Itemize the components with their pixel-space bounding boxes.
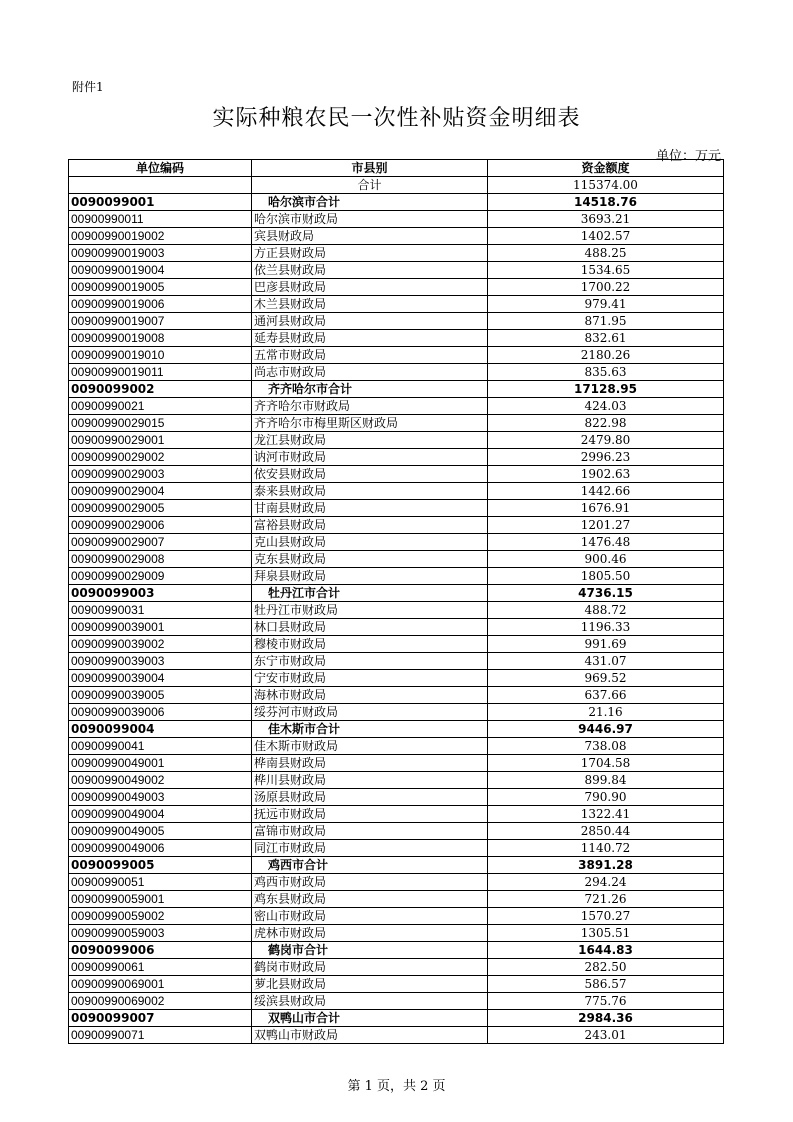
amount-cell: 721.26 — [488, 891, 724, 908]
region-cell: 甘南县财政局 — [252, 500, 488, 517]
code-cell: 0090099002 — [69, 381, 252, 398]
amount-cell: 1196.33 — [488, 619, 724, 636]
table-row — [69, 1027, 724, 1044]
code-cell: 00900990069002 — [69, 993, 252, 1010]
code-cell: 00900990019003 — [69, 245, 252, 262]
amount-cell: 488.72 — [488, 602, 724, 619]
table-row — [69, 568, 724, 585]
region-cell: 绥芬河市财政局 — [252, 704, 488, 721]
amount-cell: 1140.72 — [488, 840, 724, 857]
table-row — [69, 398, 724, 415]
region-cell: 穆棱市财政局 — [252, 636, 488, 653]
table-row — [69, 976, 724, 993]
region-cell: 同江市财政局 — [252, 840, 488, 857]
amount-cell: 1704.58 — [488, 755, 724, 772]
amount-cell: 1476.48 — [488, 534, 724, 551]
code-cell: 00900990019011 — [69, 364, 252, 381]
table-row — [69, 466, 724, 483]
region-cell: 哈尔滨市合计 — [252, 194, 488, 211]
region-cell: 密山市财政局 — [252, 908, 488, 925]
amount-cell: 294.24 — [488, 874, 724, 891]
subtotal-row — [69, 381, 724, 398]
region-cell: 讷河市财政局 — [252, 449, 488, 466]
amount-cell: 21.16 — [488, 704, 724, 721]
code-cell: 00900990049006 — [69, 840, 252, 857]
code-cell: 00900990049002 — [69, 772, 252, 789]
region-cell: 通河县财政局 — [252, 313, 488, 330]
code-cell: 00900990019008 — [69, 330, 252, 347]
region-cell: 海林市财政局 — [252, 687, 488, 704]
table-row — [69, 432, 724, 449]
table-row — [69, 619, 724, 636]
table-row — [69, 840, 724, 857]
code-cell — [69, 177, 252, 194]
code-cell: 00900990049001 — [69, 755, 252, 772]
unit-label: 单位：万元 — [655, 149, 721, 164]
amount-cell: 1902.63 — [488, 466, 724, 483]
code-cell: 00900990029002 — [69, 449, 252, 466]
region-cell: 富裕县财政局 — [252, 517, 488, 534]
table-row — [69, 823, 724, 840]
region-cell: 汤原县财政局 — [252, 789, 488, 806]
code-cell: 0090099006 — [69, 942, 252, 959]
amount-cell: 2850.44 — [488, 823, 724, 840]
code-cell: 00900990041 — [69, 738, 252, 755]
amount-cell: 991.69 — [488, 636, 724, 653]
code-cell: 00900990011 — [69, 211, 252, 228]
region-cell: 鸡西市财政局 — [252, 874, 488, 891]
code-cell: 0090099004 — [69, 721, 252, 738]
code-cell: 00900990059002 — [69, 908, 252, 925]
amount-cell: 969.52 — [488, 670, 724, 687]
code-cell: 00900990029008 — [69, 551, 252, 568]
amount-cell: 822.98 — [488, 415, 724, 432]
amount-cell: 2180.26 — [488, 347, 724, 364]
code-cell: 00900990019002 — [69, 228, 252, 245]
amount-cell: 1805.50 — [488, 568, 724, 585]
amount-cell: 4736.15 — [488, 585, 724, 602]
table-row — [69, 330, 724, 347]
code-cell: 00900990069001 — [69, 976, 252, 993]
code-cell: 00900990061 — [69, 959, 252, 976]
attachment-label: 附件1 — [72, 80, 104, 94]
subsidy-table — [68, 159, 724, 1044]
table-row — [69, 449, 724, 466]
region-cell: 齐齐哈尔市财政局 — [252, 398, 488, 415]
amount-cell: 1644.83 — [488, 942, 724, 959]
code-cell: 00900990039006 — [69, 704, 252, 721]
amount-cell: 871.95 — [488, 313, 724, 330]
region-cell: 鹤岗市财政局 — [252, 959, 488, 976]
table-row — [69, 262, 724, 279]
table-row — [69, 738, 724, 755]
code-cell: 0090099007 — [69, 1010, 252, 1027]
table-row — [69, 636, 724, 653]
table-row — [69, 415, 724, 432]
region-cell: 克东县财政局 — [252, 551, 488, 568]
table-row — [69, 364, 724, 381]
total-row — [69, 177, 724, 194]
amount-cell: 9446.97 — [488, 721, 724, 738]
amount-cell: 1322.41 — [488, 806, 724, 823]
amount-cell: 282.50 — [488, 959, 724, 976]
table-row — [69, 313, 724, 330]
code-cell: 0090099003 — [69, 585, 252, 602]
code-cell: 0090099005 — [69, 857, 252, 874]
region-cell: 齐齐哈尔市合计 — [252, 381, 488, 398]
region-cell: 牡丹江市合计 — [252, 585, 488, 602]
amount-cell: 1201.27 — [488, 517, 724, 534]
region-cell: 佳木斯市合计 — [252, 721, 488, 738]
code-cell: 00900990021 — [69, 398, 252, 415]
table-row — [69, 296, 724, 313]
region-cell: 克山县财政局 — [252, 534, 488, 551]
table-row — [69, 483, 724, 500]
table-row — [69, 772, 724, 789]
table-row — [69, 347, 724, 364]
amount-cell: 243.01 — [488, 1027, 724, 1044]
table-row — [69, 653, 724, 670]
amount-cell: 2984.36 — [488, 1010, 724, 1027]
amount-cell: 424.03 — [488, 398, 724, 415]
code-cell: 00900990019007 — [69, 313, 252, 330]
code-cell: 00900990029001 — [69, 432, 252, 449]
region-cell: 鸡东县财政局 — [252, 891, 488, 908]
region-cell: 绥滨县财政局 — [252, 993, 488, 1010]
table-row — [69, 993, 724, 1010]
region-cell: 尚志市财政局 — [252, 364, 488, 381]
region-cell: 抚远市财政局 — [252, 806, 488, 823]
region-cell: 木兰县财政局 — [252, 296, 488, 313]
region-cell: 巴彦县财政局 — [252, 279, 488, 296]
region-cell: 宾县财政局 — [252, 228, 488, 245]
code-cell: 00900990049003 — [69, 789, 252, 806]
region-cell: 泰来县财政局 — [252, 483, 488, 500]
table-row — [69, 687, 724, 704]
amount-cell: 14518.76 — [488, 194, 724, 211]
amount-cell: 1676.91 — [488, 500, 724, 517]
region-cell: 牡丹江市财政局 — [252, 602, 488, 619]
amount-cell: 1700.22 — [488, 279, 724, 296]
table-row — [69, 517, 724, 534]
amount-cell: 775.76 — [488, 993, 724, 1010]
page-title: 实际种粮农民一次性补贴资金明细表 — [212, 106, 581, 131]
code-cell: 00900990051 — [69, 874, 252, 891]
table-row — [69, 891, 724, 908]
region-cell: 鸡西市合计 — [252, 857, 488, 874]
table-row — [69, 228, 724, 245]
code-cell: 00900990029003 — [69, 466, 252, 483]
region-cell: 齐齐哈尔市梅里斯区财政局 — [252, 415, 488, 432]
table-row — [69, 534, 724, 551]
table-row — [69, 279, 724, 296]
region-cell: 桦南县财政局 — [252, 755, 488, 772]
table-row — [69, 602, 724, 619]
region-cell: 拜泉县财政局 — [252, 568, 488, 585]
region-cell: 萝北县财政局 — [252, 976, 488, 993]
amount-cell: 832.61 — [488, 330, 724, 347]
header-code: 单位编码 — [69, 160, 252, 177]
header-amount: 资金额度 — [488, 160, 724, 177]
region-cell: 依安县财政局 — [252, 466, 488, 483]
code-cell: 00900990071 — [69, 1027, 252, 1044]
code-cell: 00900990031 — [69, 602, 252, 619]
code-cell: 00900990039001 — [69, 619, 252, 636]
table-row — [69, 806, 724, 823]
table-row — [69, 670, 724, 687]
amount-cell: 1534.65 — [488, 262, 724, 279]
amount-cell: 17128.95 — [488, 381, 724, 398]
amount-cell: 790.90 — [488, 789, 724, 806]
amount-cell: 1442.66 — [488, 483, 724, 500]
subtotal-row — [69, 585, 724, 602]
region-cell: 哈尔滨市财政局 — [252, 211, 488, 228]
amount-cell: 115374.00 — [488, 177, 724, 194]
region-cell: 五常市财政局 — [252, 347, 488, 364]
subtotal-row — [69, 721, 724, 738]
amount-cell: 835.63 — [488, 364, 724, 381]
table-row — [69, 789, 724, 806]
table-row — [69, 908, 724, 925]
region-cell: 双鸭山市合计 — [252, 1010, 488, 1027]
region-cell: 龙江县财政局 — [252, 432, 488, 449]
amount-cell: 586.57 — [488, 976, 724, 993]
region-cell: 佳木斯市财政局 — [252, 738, 488, 755]
code-cell: 00900990039004 — [69, 670, 252, 687]
region-cell: 鹤岗市合计 — [252, 942, 488, 959]
region-cell: 合计 — [252, 177, 488, 194]
amount-cell: 1305.51 — [488, 925, 724, 942]
code-cell: 00900990029004 — [69, 483, 252, 500]
amount-cell: 488.25 — [488, 245, 724, 262]
table-header-row — [69, 160, 724, 177]
amount-cell: 899.84 — [488, 772, 724, 789]
table-row — [69, 551, 724, 568]
code-cell: 00900990039003 — [69, 653, 252, 670]
region-cell: 依兰县财政局 — [252, 262, 488, 279]
code-cell: 00900990019005 — [69, 279, 252, 296]
amount-cell: 738.08 — [488, 738, 724, 755]
amount-cell: 900.46 — [488, 551, 724, 568]
code-cell: 00900990049005 — [69, 823, 252, 840]
header-region: 市县别 — [252, 160, 488, 177]
table-row — [69, 874, 724, 891]
amount-cell: 2996.23 — [488, 449, 724, 466]
page-footer: 第 1 页，共 2 页 — [347, 1079, 446, 1094]
code-cell: 00900990029006 — [69, 517, 252, 534]
code-cell: 00900990039005 — [69, 687, 252, 704]
subtotal-row — [69, 942, 724, 959]
amount-cell: 3891.28 — [488, 857, 724, 874]
code-cell: 00900990029005 — [69, 500, 252, 517]
code-cell: 00900990029009 — [69, 568, 252, 585]
region-cell: 宁安市财政局 — [252, 670, 488, 687]
amount-cell: 3693.21 — [488, 211, 724, 228]
subtotal-row — [69, 1010, 724, 1027]
region-cell: 方正县财政局 — [252, 245, 488, 262]
amount-cell: 979.41 — [488, 296, 724, 313]
region-cell: 延寿县财政局 — [252, 330, 488, 347]
table-row — [69, 959, 724, 976]
table-row — [69, 704, 724, 721]
region-cell: 林口县财政局 — [252, 619, 488, 636]
region-cell: 东宁市财政局 — [252, 653, 488, 670]
region-cell: 双鸭山市财政局 — [252, 1027, 488, 1044]
code-cell: 00900990059001 — [69, 891, 252, 908]
table-row — [69, 245, 724, 262]
table-row — [69, 755, 724, 772]
table-row — [69, 211, 724, 228]
amount-cell: 431.07 — [488, 653, 724, 670]
code-cell: 00900990029015 — [69, 415, 252, 432]
table-row — [69, 500, 724, 517]
amount-cell: 637.66 — [488, 687, 724, 704]
code-cell: 0090099001 — [69, 194, 252, 211]
code-cell: 00900990019006 — [69, 296, 252, 313]
code-cell: 00900990039002 — [69, 636, 252, 653]
subtotal-row — [69, 857, 724, 874]
region-cell: 虎林市财政局 — [252, 925, 488, 942]
table-row — [69, 925, 724, 942]
region-cell: 桦川县财政局 — [252, 772, 488, 789]
subtotal-row — [69, 194, 724, 211]
code-cell: 00900990049004 — [69, 806, 252, 823]
code-cell: 00900990019010 — [69, 347, 252, 364]
code-cell: 00900990029007 — [69, 534, 252, 551]
code-cell: 00900990059003 — [69, 925, 252, 942]
region-cell: 富锦市财政局 — [252, 823, 488, 840]
amount-cell: 1402.57 — [488, 228, 724, 245]
amount-cell: 2479.80 — [488, 432, 724, 449]
amount-cell: 1570.27 — [488, 908, 724, 925]
code-cell: 00900990019004 — [69, 262, 252, 279]
